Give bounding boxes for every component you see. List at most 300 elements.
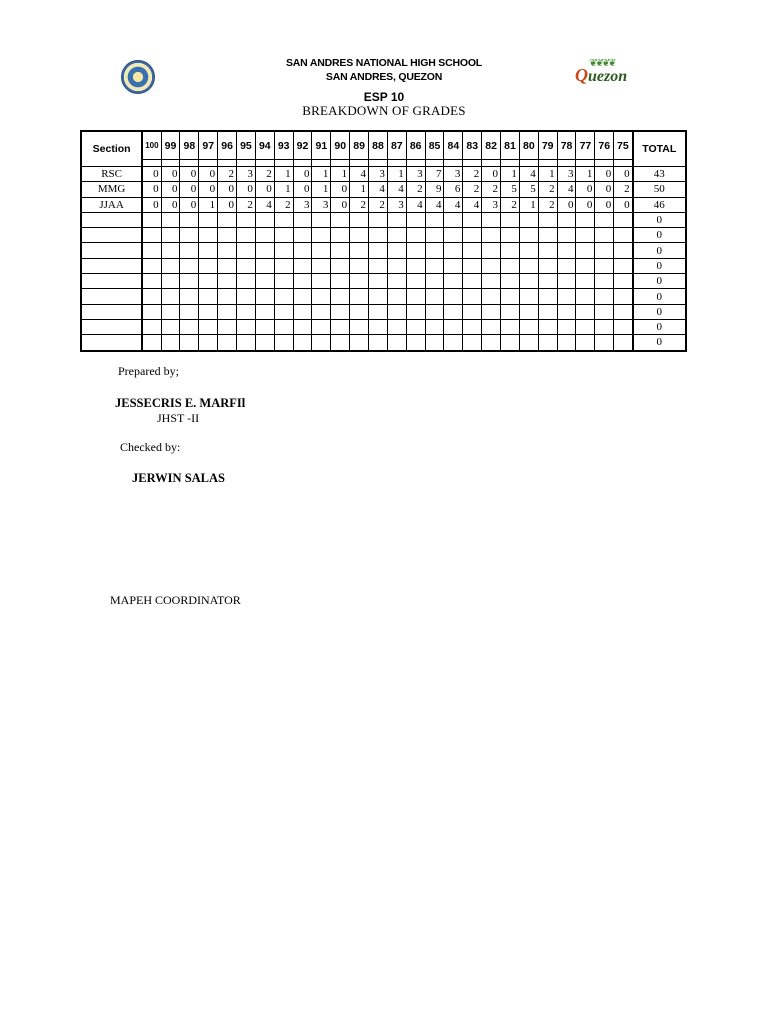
- grade-count-cell: [406, 243, 425, 258]
- grade-column-header: 83: [463, 131, 482, 160]
- section-cell: [81, 274, 142, 289]
- grade-count-cell: 4: [557, 182, 576, 197]
- section-cell: [81, 228, 142, 243]
- grade-count-cell: 0: [180, 182, 199, 197]
- grade-count-cell: [425, 289, 444, 304]
- school-address: SAN ANDRES, QUEZON: [325, 71, 443, 83]
- section-cell: [81, 212, 142, 227]
- grade-count-cell: [614, 212, 633, 227]
- grade-column-header: 93: [274, 131, 293, 160]
- grade-count-cell: [293, 228, 312, 243]
- grade-count-cell: [161, 228, 180, 243]
- grade-count-cell: [274, 304, 293, 319]
- grade-count-cell: 3: [444, 167, 463, 182]
- grade-count-cell: [425, 212, 444, 227]
- grade-count-cell: [237, 335, 256, 351]
- grade-count-cell: 1: [312, 167, 331, 182]
- total-cell: 46: [633, 197, 686, 212]
- grade-count-cell: [350, 274, 369, 289]
- grade-count-cell: [274, 258, 293, 273]
- grade-count-cell: 0: [180, 197, 199, 212]
- header-spacer-cell: [444, 160, 463, 167]
- grade-count-cell: [425, 319, 444, 334]
- grade-count-cell: [444, 304, 463, 319]
- grade-count-cell: [312, 335, 331, 351]
- grade-count-cell: [519, 228, 538, 243]
- total-cell: 50: [633, 182, 686, 197]
- grade-count-cell: 1: [331, 167, 350, 182]
- grade-count-cell: [595, 243, 614, 258]
- grade-count-cell: 0: [595, 167, 614, 182]
- grade-count-cell: [331, 228, 350, 243]
- grade-count-cell: 4: [369, 182, 388, 197]
- grade-count-cell: [538, 335, 557, 351]
- subject-title: ESP 10: [363, 90, 405, 104]
- grade-column-header: 97: [199, 131, 218, 160]
- grade-count-cell: [199, 212, 218, 227]
- grade-count-cell: 4: [463, 197, 482, 212]
- grade-count-cell: [463, 228, 482, 243]
- grade-count-cell: [142, 212, 161, 227]
- total-cell: 0: [633, 212, 686, 227]
- grade-count-cell: [557, 274, 576, 289]
- grade-count-cell: [274, 243, 293, 258]
- grade-count-cell: [538, 243, 557, 258]
- grade-count-cell: [218, 319, 237, 334]
- grade-count-cell: [218, 289, 237, 304]
- grade-count-cell: [444, 335, 463, 351]
- grade-count-cell: [482, 335, 501, 351]
- grade-count-cell: [142, 335, 161, 351]
- grade-count-cell: [501, 289, 520, 304]
- grade-count-cell: [293, 304, 312, 319]
- total-cell: 0: [633, 304, 686, 319]
- grade-count-cell: [406, 212, 425, 227]
- grade-count-cell: 0: [161, 197, 180, 212]
- grade-count-cell: [519, 304, 538, 319]
- grade-count-cell: [199, 228, 218, 243]
- grade-count-cell: [237, 319, 256, 334]
- grade-count-cell: 0: [199, 182, 218, 197]
- grade-count-cell: 5: [501, 182, 520, 197]
- grade-count-cell: 4: [406, 197, 425, 212]
- grade-count-cell: [142, 243, 161, 258]
- grade-count-cell: [312, 289, 331, 304]
- grade-column-header: 90: [331, 131, 350, 160]
- grade-count-cell: [218, 335, 237, 351]
- prepared-by-label: Prepared by;: [118, 364, 179, 378]
- grade-count-cell: [501, 274, 520, 289]
- grade-count-cell: 2: [538, 182, 557, 197]
- grade-count-cell: [237, 258, 256, 273]
- grade-count-cell: [161, 319, 180, 334]
- grade-count-cell: [180, 243, 199, 258]
- grade-count-cell: [199, 243, 218, 258]
- grade-count-cell: 2: [614, 182, 633, 197]
- grade-count-cell: [237, 212, 256, 227]
- grade-column-header: 91: [312, 131, 331, 160]
- grade-count-cell: [274, 228, 293, 243]
- table-row: [81, 212, 686, 227]
- grade-count-cell: [274, 335, 293, 351]
- section-column-header: Section: [81, 131, 142, 167]
- grade-count-cell: 0: [293, 167, 312, 182]
- grade-count-cell: [463, 258, 482, 273]
- grade-count-cell: [142, 228, 161, 243]
- grade-count-cell: [576, 274, 595, 289]
- grade-count-cell: 4: [425, 197, 444, 212]
- grade-count-cell: [557, 212, 576, 227]
- grade-column-header: 85: [425, 131, 444, 160]
- table-row: [81, 289, 686, 304]
- total-cell: 43: [633, 167, 686, 182]
- grade-count-cell: [538, 228, 557, 243]
- grade-count-cell: [255, 319, 274, 334]
- grade-count-cell: [595, 304, 614, 319]
- grade-column-header: 89: [350, 131, 369, 160]
- table-row: [81, 258, 686, 273]
- grade-count-cell: [501, 258, 520, 273]
- grade-count-cell: [161, 258, 180, 273]
- grade-count-cell: [199, 304, 218, 319]
- grade-count-cell: [237, 289, 256, 304]
- grade-count-cell: [557, 335, 576, 351]
- grade-column-header: 88: [369, 131, 388, 160]
- header-spacer-cell: [142, 160, 161, 167]
- grade-count-cell: [538, 212, 557, 227]
- grade-column-header: 76: [595, 131, 614, 160]
- grade-count-cell: [576, 289, 595, 304]
- grade-count-cell: 2: [482, 182, 501, 197]
- quezon-logo-text: Quezon: [575, 65, 628, 85]
- grade-count-cell: 0: [614, 167, 633, 182]
- grade-count-cell: [614, 304, 633, 319]
- table-header-row: [81, 131, 686, 160]
- grade-count-cell: [463, 335, 482, 351]
- grade-count-cell: [293, 289, 312, 304]
- header-spacer-cell: [293, 160, 312, 167]
- grade-count-cell: 3: [369, 167, 388, 182]
- grade-count-cell: [614, 335, 633, 351]
- grade-count-cell: [406, 274, 425, 289]
- grade-count-cell: [237, 274, 256, 289]
- grade-count-cell: [387, 212, 406, 227]
- grade-column-header: 84: [444, 131, 463, 160]
- grade-count-cell: [614, 319, 633, 334]
- total-cell: 0: [633, 243, 686, 258]
- grade-count-cell: [444, 258, 463, 273]
- grade-count-cell: [482, 228, 501, 243]
- grade-count-cell: [463, 304, 482, 319]
- grade-count-cell: [312, 319, 331, 334]
- grade-count-cell: [501, 212, 520, 227]
- grade-count-cell: 5: [519, 182, 538, 197]
- grade-count-cell: [199, 274, 218, 289]
- grade-count-cell: [255, 274, 274, 289]
- grade-count-cell: [406, 228, 425, 243]
- grade-count-cell: [595, 274, 614, 289]
- grade-count-cell: [595, 258, 614, 273]
- grade-count-cell: [538, 319, 557, 334]
- leaves-icon: ❦❦❦❦: [589, 58, 615, 69]
- grade-count-cell: [350, 289, 369, 304]
- total-cell: 0: [633, 258, 686, 273]
- header-spacer-cell: [331, 160, 350, 167]
- grade-count-cell: [312, 274, 331, 289]
- grade-count-cell: 4: [387, 182, 406, 197]
- grade-count-cell: 1: [274, 182, 293, 197]
- grade-count-cell: [255, 335, 274, 351]
- grade-count-cell: [161, 212, 180, 227]
- grade-count-cell: [482, 304, 501, 319]
- grade-column-header: 75: [614, 131, 633, 160]
- table-row: [81, 243, 686, 258]
- grade-column-header: 81: [501, 131, 520, 160]
- grade-count-cell: [595, 289, 614, 304]
- grade-column-header: 96: [218, 131, 237, 160]
- grade-count-cell: [331, 274, 350, 289]
- grade-count-cell: [576, 243, 595, 258]
- total-column-header: TOTAL: [633, 131, 686, 167]
- grade-count-cell: [237, 304, 256, 319]
- grade-count-cell: [387, 228, 406, 243]
- grade-count-cell: [614, 289, 633, 304]
- grade-count-cell: [142, 274, 161, 289]
- header-spacer-cell: [595, 160, 614, 167]
- grade-count-cell: [293, 243, 312, 258]
- grade-count-cell: [199, 335, 218, 351]
- section-cell: [81, 289, 142, 304]
- section-cell: RSC: [81, 167, 142, 182]
- grade-count-cell: [369, 274, 388, 289]
- document-title: BREAKDOWN OF GRADES: [302, 103, 466, 118]
- grade-count-cell: [293, 274, 312, 289]
- grade-count-cell: [369, 243, 388, 258]
- grade-count-cell: 0: [142, 197, 161, 212]
- grade-count-cell: [557, 319, 576, 334]
- checked-by-name: JERWIN SALAS: [132, 471, 225, 485]
- grade-count-cell: [274, 212, 293, 227]
- table-row: [81, 319, 686, 334]
- grade-count-cell: [142, 258, 161, 273]
- grade-count-cell: [369, 335, 388, 351]
- grade-count-cell: [519, 212, 538, 227]
- grade-count-cell: [595, 335, 614, 351]
- grade-count-cell: [255, 258, 274, 273]
- grade-count-cell: 2: [538, 197, 557, 212]
- header-spacer-cell: [350, 160, 369, 167]
- grade-count-cell: 2: [406, 182, 425, 197]
- grade-count-cell: 0: [255, 182, 274, 197]
- grade-count-cell: [444, 289, 463, 304]
- grade-count-cell: [312, 243, 331, 258]
- grade-count-cell: [406, 319, 425, 334]
- grade-count-cell: [369, 212, 388, 227]
- grade-count-cell: 7: [425, 167, 444, 182]
- grade-count-cell: [614, 243, 633, 258]
- grade-count-cell: [180, 304, 199, 319]
- grade-count-cell: 3: [482, 197, 501, 212]
- grade-count-cell: [444, 228, 463, 243]
- grade-count-cell: 3: [557, 167, 576, 182]
- table-row: [81, 228, 686, 243]
- header-spacer-cell: [387, 160, 406, 167]
- grade-count-cell: [331, 335, 350, 351]
- grade-count-cell: [142, 289, 161, 304]
- grade-count-cell: [180, 212, 199, 227]
- grade-count-cell: [501, 243, 520, 258]
- grade-count-cell: 0: [180, 167, 199, 182]
- grade-count-cell: [406, 335, 425, 351]
- grade-count-cell: [312, 304, 331, 319]
- grade-count-cell: [463, 243, 482, 258]
- grade-column-header: 80: [519, 131, 538, 160]
- checked-by-label: Checked by:: [120, 440, 181, 454]
- grade-count-cell: [369, 319, 388, 334]
- school-name: SAN ANDRES NATIONAL HIGH SCHOOL: [285, 57, 483, 69]
- grade-count-cell: 0: [614, 197, 633, 212]
- grade-count-cell: [576, 319, 595, 334]
- grade-count-cell: [161, 243, 180, 258]
- section-cell: [81, 304, 142, 319]
- grade-count-cell: [463, 319, 482, 334]
- grade-count-cell: [274, 319, 293, 334]
- header-spacer-cell: [501, 160, 520, 167]
- grade-count-cell: 4: [255, 197, 274, 212]
- grade-count-cell: [161, 274, 180, 289]
- grade-count-cell: [538, 289, 557, 304]
- grade-count-cell: [218, 274, 237, 289]
- section-cell: [81, 319, 142, 334]
- grade-count-cell: [614, 274, 633, 289]
- grade-count-cell: [519, 335, 538, 351]
- grade-count-cell: 2: [350, 197, 369, 212]
- grade-count-cell: [387, 319, 406, 334]
- grade-count-cell: [237, 228, 256, 243]
- grade-count-cell: 9: [425, 182, 444, 197]
- grade-count-cell: [350, 319, 369, 334]
- section-cell: JJAA: [81, 197, 142, 212]
- grade-count-cell: [444, 243, 463, 258]
- grade-count-cell: [180, 274, 199, 289]
- grade-count-cell: [444, 212, 463, 227]
- grade-count-cell: 0: [218, 182, 237, 197]
- grade-count-cell: 0: [595, 197, 614, 212]
- grade-count-cell: [350, 335, 369, 351]
- header-spacer-cell: [519, 160, 538, 167]
- grade-count-cell: [180, 289, 199, 304]
- grade-count-cell: 2: [255, 167, 274, 182]
- grade-count-cell: [557, 289, 576, 304]
- grade-count-cell: [331, 289, 350, 304]
- grade-column-header: 78: [557, 131, 576, 160]
- grade-count-cell: [180, 319, 199, 334]
- grade-count-cell: [274, 274, 293, 289]
- grade-count-cell: [293, 212, 312, 227]
- grade-count-cell: [274, 289, 293, 304]
- grade-count-cell: 0: [576, 182, 595, 197]
- header-spacer-cell: [218, 160, 237, 167]
- total-cell: 0: [633, 335, 686, 351]
- table-row: [81, 274, 686, 289]
- grade-count-cell: [255, 228, 274, 243]
- grade-count-cell: 1: [350, 182, 369, 197]
- grade-count-cell: [576, 258, 595, 273]
- grade-count-cell: 0: [237, 182, 256, 197]
- section-cell: [81, 335, 142, 351]
- grade-count-cell: [425, 335, 444, 351]
- grade-count-cell: 2: [218, 167, 237, 182]
- grade-count-cell: 0: [218, 197, 237, 212]
- grade-count-cell: [482, 274, 501, 289]
- grade-count-cell: [142, 319, 161, 334]
- grade-count-cell: 0: [161, 182, 180, 197]
- grade-count-cell: [463, 274, 482, 289]
- grade-count-cell: [614, 228, 633, 243]
- grade-count-cell: [538, 258, 557, 273]
- grade-count-cell: [387, 243, 406, 258]
- grade-count-cell: 1: [312, 182, 331, 197]
- grade-count-cell: [576, 212, 595, 227]
- grade-count-cell: [557, 243, 576, 258]
- grade-count-cell: [293, 258, 312, 273]
- grade-count-cell: [425, 228, 444, 243]
- grade-count-cell: [576, 228, 595, 243]
- header-spacer-cell: [406, 160, 425, 167]
- grade-count-cell: [199, 258, 218, 273]
- grade-column-header: 94: [255, 131, 274, 160]
- grade-count-cell: 0: [482, 167, 501, 182]
- grade-count-cell: 2: [237, 197, 256, 212]
- grade-column-header: 87: [387, 131, 406, 160]
- grade-column-header: 95: [237, 131, 256, 160]
- prepared-by-name: JESSECRIS E. MARFIl: [115, 396, 246, 410]
- grade-count-cell: [218, 212, 237, 227]
- grade-count-cell: 1: [576, 167, 595, 182]
- grade-count-cell: [576, 335, 595, 351]
- header-spacer-cell: [237, 160, 256, 167]
- table-header-spacer-row: [81, 160, 686, 167]
- grade-count-cell: [331, 304, 350, 319]
- header-spacer-cell: [255, 160, 274, 167]
- header-spacer-cell: [312, 160, 331, 167]
- grade-count-cell: [482, 243, 501, 258]
- grade-count-cell: 0: [595, 182, 614, 197]
- grade-count-cell: [406, 289, 425, 304]
- grade-count-cell: 3: [406, 167, 425, 182]
- grade-count-cell: 4: [444, 197, 463, 212]
- grade-count-cell: [350, 304, 369, 319]
- header-spacer-cell: [538, 160, 557, 167]
- grade-count-cell: [255, 304, 274, 319]
- grade-count-cell: 2: [369, 197, 388, 212]
- grade-count-cell: 1: [501, 167, 520, 182]
- grade-count-cell: 3: [293, 197, 312, 212]
- grade-count-cell: [387, 258, 406, 273]
- grade-count-cell: [199, 319, 218, 334]
- header-spacer-cell: [274, 160, 293, 167]
- grade-count-cell: [387, 289, 406, 304]
- grade-count-cell: [218, 228, 237, 243]
- grade-count-cell: [312, 212, 331, 227]
- grade-count-cell: 0: [331, 182, 350, 197]
- grade-count-cell: [614, 258, 633, 273]
- grade-count-cell: 0: [142, 182, 161, 197]
- grade-column-header: 86: [406, 131, 425, 160]
- grade-count-cell: 2: [463, 167, 482, 182]
- grade-count-cell: [350, 212, 369, 227]
- table-row: [81, 182, 686, 197]
